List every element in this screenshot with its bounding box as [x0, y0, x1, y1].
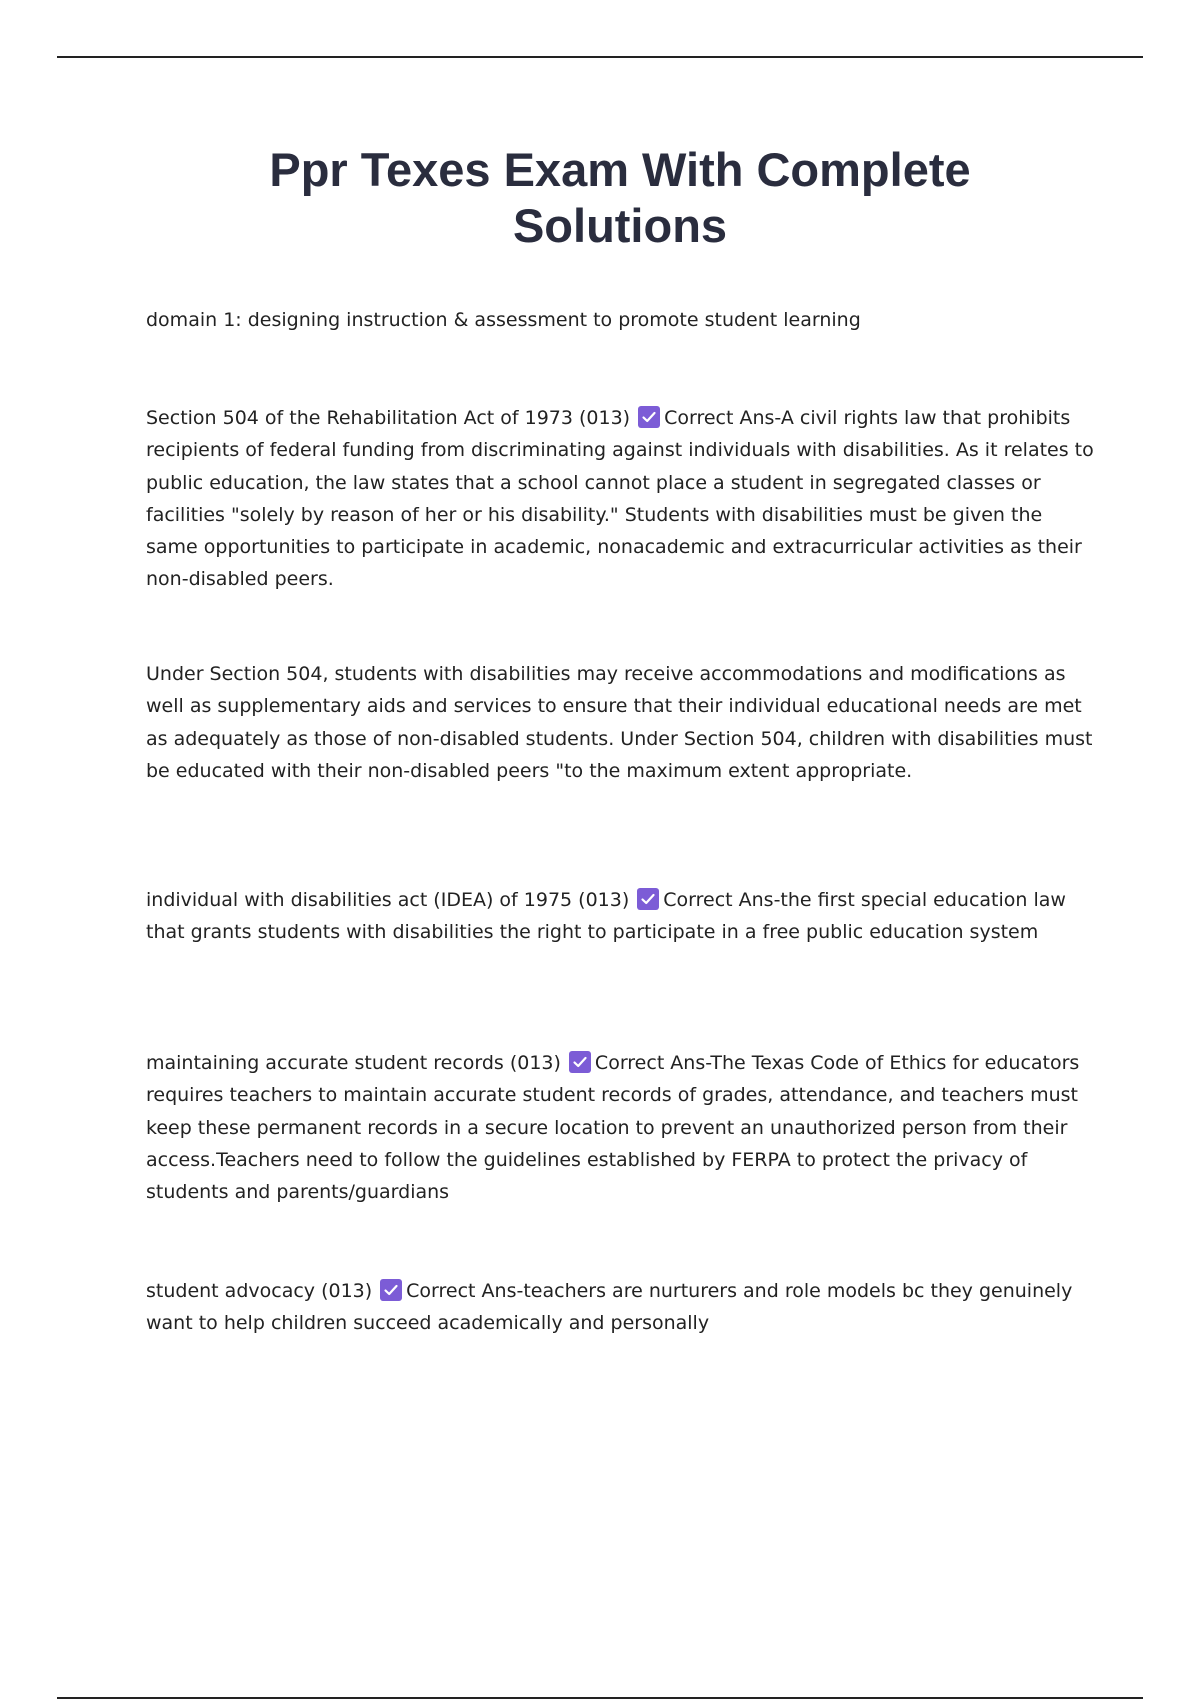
- checkmark-icon: [569, 1051, 591, 1073]
- qa-entry-student-advocacy: [146, 1275, 1096, 1340]
- answer-text: Correct Ans-The Texas Code of Ethics for educators requires teachers to maintain accurate student records of grades, attendance, and teachers must keep these permanent records in a secure location to prevent an unauthorized person from their access.Teachers need to follow the guidelines established by FERPA to protect the privacy of students and parents/guardians: [146, 1052, 1080, 1204]
- question-text: Section 504 of the Rehabilitation Act of 1973 (013): [146, 407, 631, 429]
- document-title: Ppr Texes Exam With Complete Solutions: [269, 143, 971, 252]
- top-rule: [57, 56, 1143, 58]
- checkmark-icon: [637, 888, 659, 910]
- paragraph-section-504-accommodations: Under Section 504, students with disabilities may receive accommodations and modifications as well as supplementary aids and services to ensure that their individual educational needs are met as adequately as those of non-disabled students. Under Section 504, children with disabilities must be educated with their non-disabled peers "to the maximum extent appropriate.: [146, 663, 1093, 782]
- checkmark-icon: [380, 1279, 402, 1301]
- bottom-rule: [57, 1697, 1143, 1699]
- answer-text: Correct Ans-teachers are nurturers and role models bc they genuinely want to help children succeed academically and personally: [146, 1280, 1073, 1335]
- qa-entry-section-504: [146, 402, 1096, 596]
- answer-text: Correct Ans-the first special education law that grants students with disabilities the right to participate in a free public education system: [146, 889, 1066, 944]
- qa-entry-student-records: [146, 1047, 1096, 1208]
- qa-entry-idea: [146, 884, 1096, 949]
- checkmark-icon: [638, 406, 660, 428]
- question-text: student advocacy (013): [146, 1280, 373, 1302]
- question-text: individual with disabilities act (IDEA) of 1975 (013): [146, 889, 630, 911]
- question-text: maintaining accurate student records (013): [146, 1052, 561, 1074]
- answer-text: Correct Ans-A civil rights law that prohibits recipients of federal funding from discriminating against individuals with disabilities. As it relates to public education, the law states that a school cannot place a student in segregated classes or facilities "solely by reason of her or his disability." Students with disabilities must be given the same opportunities to participate in academic, nonacademic and extracurricular activities as their non-disabled peers.: [146, 407, 1094, 591]
- domain-heading: domain 1: designing instruction & assessment to promote student learning: [146, 309, 861, 331]
